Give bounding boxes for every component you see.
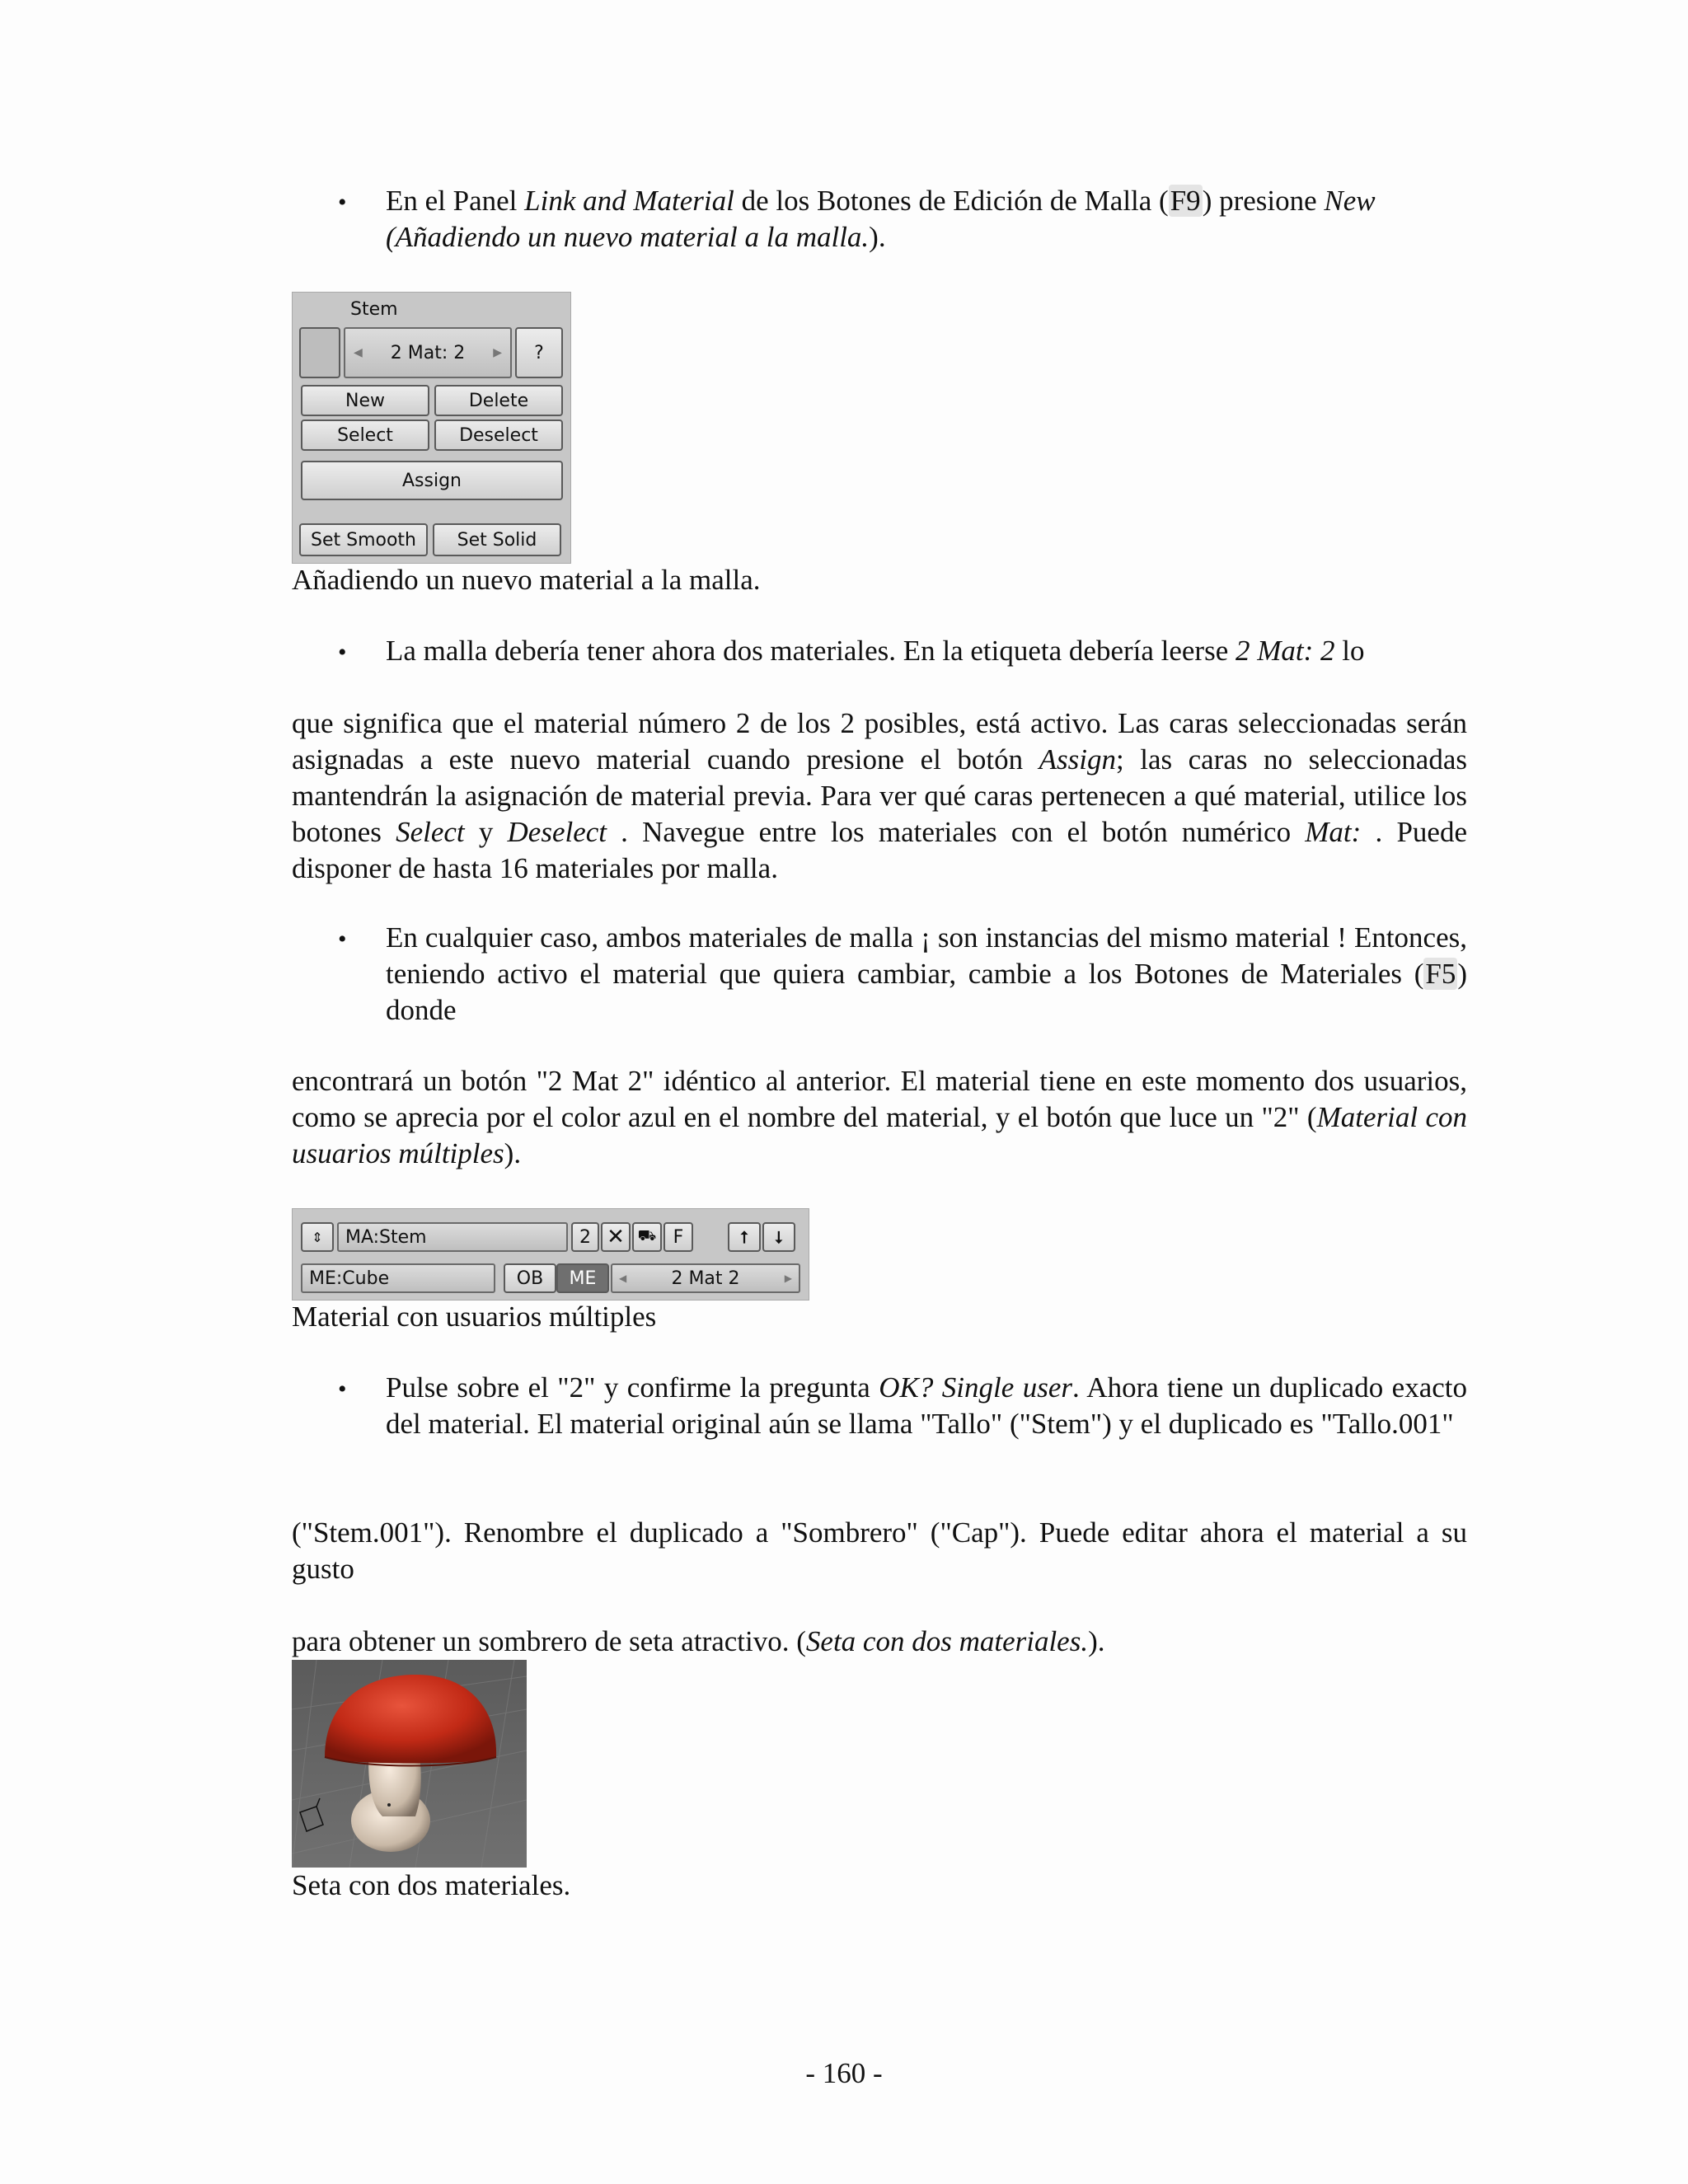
- arrow-up-icon[interactable]: ⭡: [728, 1222, 761, 1252]
- paragraph-1: que significa que el material número 2 de los 2 posibles, está activo. Las caras seleccionadas serán asignadas a este nuevo material cuando presione el botón Assign; las caras no seleccionadas mantendrán la asignación de material previa. Para ver qué caras pertenecen a qué material, utilice los botones Select y Deselect . Navegue entre los materiales con el botón numérico Mat: . Puede disponer de hasta 16 materiales por malla.: [292, 707, 1467, 884]
- paragraph-3: ("Stem.001"). Renombre el duplicado a "Sombrero" ("Cap"). Puede editar ahora el material a su gusto: [292, 1516, 1467, 1585]
- browse-updown-icon[interactable]: ⇕: [301, 1222, 334, 1252]
- arrow-right-icon[interactable]: ▶: [784, 1272, 792, 1284]
- delete-button[interactable]: Delete: [434, 385, 563, 416]
- deselect-button[interactable]: Deselect: [434, 419, 563, 451]
- question-button[interactable]: ?: [515, 327, 563, 378]
- page-number: - 160 -: [805, 2057, 883, 2089]
- bullet-icon: •: [338, 639, 347, 666]
- bullet-text-2: La malla debería tener ahora dos materiales. En la etiqueta debería leerse 2 Mat: 2 lo: [386, 635, 1365, 667]
- panel-title: Stem: [350, 299, 398, 320]
- assign-button[interactable]: Assign: [301, 461, 563, 500]
- caption-2: Material con usuarios múltiples: [292, 1301, 657, 1333]
- arrow-down-icon[interactable]: ⭣: [762, 1222, 795, 1252]
- bullet-text-1: En el Panel Link and Material de los Botones de Edición de Malla (F9) presione New (Añadiendo un nuevo material a la malla.).: [386, 185, 1376, 253]
- key-f9: F9: [1170, 185, 1201, 217]
- link-material-panel: [292, 292, 571, 564]
- me-button[interactable]: ME: [556, 1263, 609, 1293]
- caption-1: Añadiendo un nuevo material a la malla.: [292, 564, 761, 596]
- mushroom-render-image: [292, 1660, 527, 1868]
- ob-button[interactable]: OB: [504, 1263, 556, 1293]
- bullet-text-4: Pulse sobre el "2" y confirme la pregunta OK? Single user. Ahora tiene un duplicado exacto del material. El material original aún se llama "Tallo" ("Stem") y el duplicado es "Tallo.001": [386, 1371, 1467, 1440]
- users-count-button[interactable]: 2: [571, 1222, 599, 1252]
- bullet-icon: •: [338, 1376, 347, 1403]
- mesh-name-field[interactable]: ME:Cube: [301, 1263, 495, 1293]
- bullet-icon: •: [338, 189, 347, 216]
- arrow-right-icon[interactable]: ▶: [493, 346, 502, 359]
- paragraph-4: para obtener un sombrero de seta atractivo. (Seta con dos materiales.).: [292, 1625, 1105, 1657]
- material-name-field[interactable]: MA:Stem: [337, 1222, 568, 1252]
- select-button[interactable]: Select: [301, 419, 429, 451]
- key-f5: F5: [1425, 958, 1456, 990]
- new-button[interactable]: New: [301, 385, 429, 416]
- material-users-panel: [292, 1208, 809, 1301]
- set-solid-button[interactable]: Set Solid: [433, 523, 561, 556]
- car-icon[interactable]: ⛟: [632, 1222, 662, 1252]
- fake-user-button[interactable]: F: [663, 1222, 693, 1252]
- color-swatch[interactable]: [299, 327, 340, 378]
- arrow-left-icon[interactable]: ◀: [354, 346, 363, 359]
- caption-3: Seta con dos materiales.: [292, 1869, 571, 1901]
- set-smooth-button[interactable]: Set Smooth: [299, 523, 428, 556]
- mat-number-field[interactable]: ◀ 2 Mat: 2 ▶: [344, 327, 512, 378]
- mat-number-field[interactable]: ◀ 2 Mat 2 ▶: [611, 1263, 800, 1293]
- bullet-icon: •: [338, 926, 347, 953]
- arrow-left-icon[interactable]: ◀: [619, 1272, 627, 1284]
- close-icon[interactable]: ✕: [601, 1222, 631, 1252]
- paragraph-2: encontrará un botón "2 Mat 2" idéntico al anterior. El material tiene en este momento dos usuarios, como se aprecia por el color azul en el nombre del material, y el botón que luce un "2" (Material con usuarios múltiples).: [292, 1065, 1467, 1169]
- bullet-text-3: En cualquier caso, ambos materiales de malla ¡ son instancias del mismo material ! Entonces, teniendo activo el material que quiera cambiar, cambie a los Botones de Materiales (F5) donde: [386, 921, 1467, 1026]
